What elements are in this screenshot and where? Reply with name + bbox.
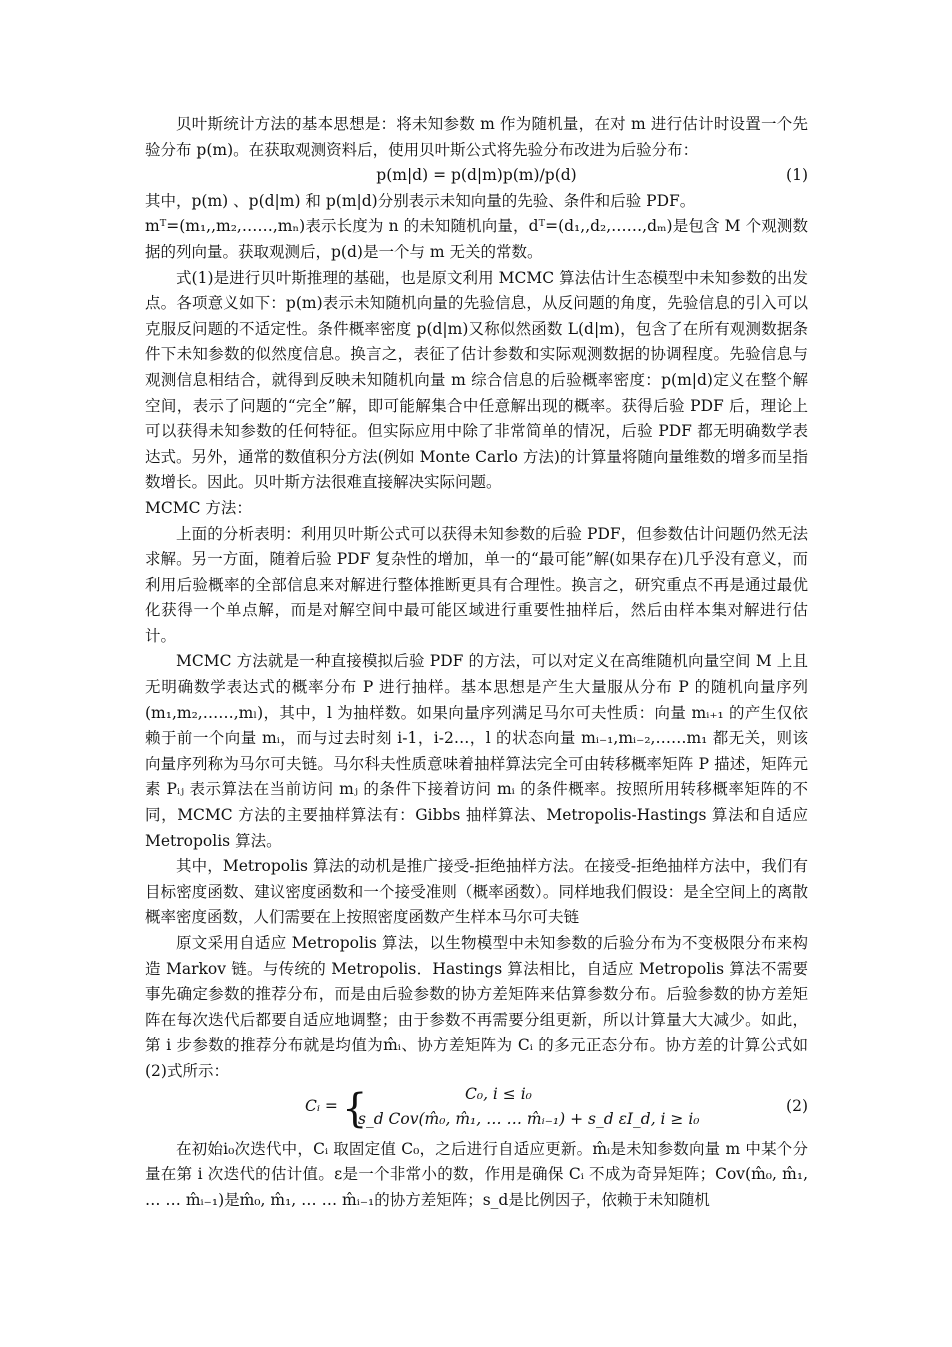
equation-1 — [145, 163, 808, 189]
document-page — [145, 112, 808, 1213]
equation-2 — [145, 1085, 808, 1137]
paragraph-adaptive-metropolis: 原文采用自适应 Metropolis 算法，以生物模型中未知参数的后验分布为不变极限分布来构造 Markov 链。与传统的 Metropolis．Hastings 算法相比，自适应 Metropolis 算法不需要事先确定参数的推荐分布，而是由后验参数的协方差矩阵来估算参数分布。后验参数的协方差矩阵在每次迭代后都要自适应地调整；由于参数不再需要分组更新，所以计算量大大减少。如此，第 i 步参数的推荐分布就是均值为m̂ᵢ、协方差矩阵为 Cᵢ 的多元正态分布。协方差的计算公式如(2)式所示： — [145, 934, 808, 1080]
paragraph-vectors: mᵀ=(m₁,,m₂,……,mₙ)表示长度为 n 的未知随机向量，dᵀ=(d₁,,d₂,……,dₘ)是包含 M 个观测数据的列向量。获取观测后，p(d)是一个与 m 无关的常数。 — [145, 217, 808, 261]
equation-2-brace: { — [342, 1085, 368, 1132]
paragraph-mcmc-method: MCMC 方法就是一种直接模拟后验 PDF 的方法，可以对定义在高维随机向量空间 M 上且无明确数学表达式的概率分布 P 进行抽样。基本思想是产生大量服从分布 P 的随机向量序列(m₁,m₂,……,mₗ)，其中，l 为抽样数。如果向量序列满足马尔可夫性质：向量 mᵢ₊₁ 的产生仅依赖于前一个向量 mᵢ，而与过去时刻 i-1，i-2…，l 的状态向量 mᵢ₋₁,mᵢ₋₂,……m₁ 都无关，则该向量序列称为马尔可夫链。马尔科夫性质意味着抽样算法完全可由转移概率矩阵 P 描述，矩阵元素 Pᵢⱼ 表示算法在当前访问 mⱼ 的条件下接着访问 mᵢ 的条件概率。按照所用转移概率矩阵的不同，MCMC 方法的主要抽样算法有：Gibbs 抽样算法、Metropolis-Hastings 算法和自适应 Metropolis 算法。 — [145, 652, 808, 850]
equation-2-number: (2) — [786, 1096, 808, 1115]
equation-1-number: (1) — [786, 166, 808, 185]
paragraph-metropolis: 其中，Metropolis 算法的动机是推广接受-拒绝抽样方法。在接受-拒绝抽样方法中，我们有目标密度函数、建议密度函数和一个接受准则（概率函数）。同样地我们假设：是全空间上的离散概率密度函数，人们需要在上按照密度函数产生样本马尔可夫链 — [145, 857, 808, 927]
paragraph-initial-iterations: 在初始i₀次迭代中，Cᵢ 取固定值 C₀，之后进行自适应更新。m̂ᵢ是未知参数向量 m 中某个分量在第 i 次迭代的估计值。ε是一个非常小的数，作用是确保 Cᵢ 不成为奇异矩阵；Cov(m̂₀, m̂₁, … … m̂ᵢ₋₁)是m̂₀, m̂₁, … … m̂ᵢ₋₁的协方差矩阵；s_d是比例因子，依赖于未知随机 — [145, 1139, 808, 1209]
paragraph-bayes-basis: 式(1)是进行贝叶斯推理的基础，也是原文利用 MCMC 算法估计生态模型中未知参数的出发点。各项意义如下：p(m)表示未知随机向量的先验信息，从反问题的角度，先验信息的引入可以克服反问题的不适定性。条件概率密度 p(d|m)又称似然函数 L(d|m)，包含了在所有观测数据条件下未知参数的似然度信息。换言之，表征了估计参数和实际观测数据的协调程度。先验信息与观测信息相结合，就得到反映未知随机向量 m 综合信息的后验概率密度：p(m|d)定义在整个解空间，表示了问题的“完全”解，即可能解集合中任意解出现的概率。获得后验 PDF 后，理论上可以获得未知参数的任何特征。但实际应用中除了非常简单的情况，后验 PDF 都无明确数学表达式。另外，通常的数值积分方法(例如 Monte Carlo 方法)的计算量将随向量维数的增多而呈指数增长。因此。贝叶斯方法很难直接解决实际问题。 — [145, 268, 808, 492]
paragraph-intro: 贝叶斯统计方法的基本思想是：将未知参数 m 作为随机量，在对 m 进行估计时设置一个先验分布 p(m)。在获取观测资料后，使用贝叶斯公式将先验分布改进为后验分布： — [145, 115, 808, 159]
equation-2-case-2: s_d Cov(m̂₀, m̂₁, … … m̂ᵢ₋₁) + s_d εI_d, i ≥ i₀ — [358, 1109, 700, 1128]
paragraph-where: 其中，p(m) 、p(d|m) 和 p(m|d)分别表示未知向量的先验、条件和后验 PDF。 — [145, 191, 696, 210]
section-heading-mcmc: MCMC 方法： — [145, 498, 252, 517]
equation-1-expression: p(m|d) = p(d|m)p(m)/p(d) — [376, 166, 577, 185]
equation-2-lhs: Cᵢ = — [305, 1096, 338, 1115]
equation-2-case-1: C₀, i ≤ i₀ — [465, 1084, 532, 1103]
paragraph-analysis: 上面的分析表明：利用贝叶斯公式可以获得未知参数的后验 PDF，但参数估计问题仍然无法求解。另一方面，随着后验 PDF 复杂性的增加，单一的“最可能”解(如果存在)几乎没有意义，而利用后验概率的全部信息来对解进行整体推断更具有合理性。换言之，研究重点不再是通过最优化获得一个单点解，而是对解空间中最可能区域进行重要性抽样后，然后由样本集对解进行估计。 — [145, 524, 808, 645]
